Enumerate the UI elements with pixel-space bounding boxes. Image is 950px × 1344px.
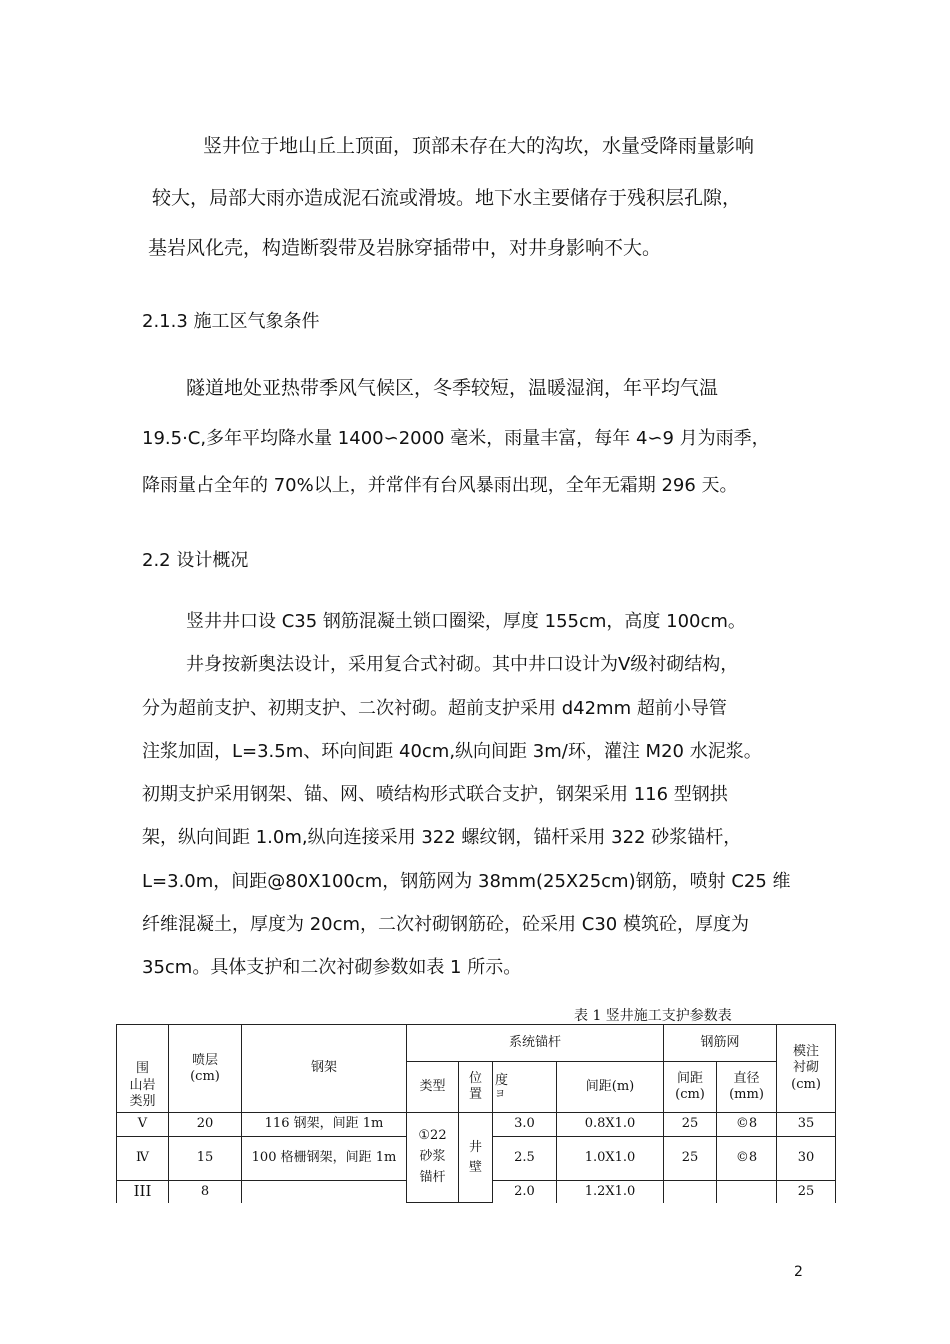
mesh-spacing-cell	[664, 1181, 717, 1203]
mesh-spacing-header: 间距 (cm)	[664, 1062, 717, 1113]
anchor-type-cell: ①22 砂浆 锚杆	[407, 1113, 459, 1203]
rock-class-header: 围 山岩 类别	[117, 1025, 169, 1113]
paragraph-line: 基岩风化壳，构造断裂带及岩脉穿插带中，对井身影响不大。	[148, 237, 662, 259]
mesh-diameter-cell: ©8	[717, 1137, 777, 1181]
rock-class-cell: V	[117, 1113, 169, 1137]
shotcrete-cell: 15	[169, 1137, 242, 1181]
position-header: 位 置	[459, 1062, 493, 1113]
mesh-diameter-cell	[717, 1181, 777, 1203]
anchor-spacing-cell: 0.8X1.0	[557, 1113, 664, 1137]
mesh-spacing-cell: 25	[664, 1113, 717, 1137]
paragraph-line: L=3.0m，间距@80X100cm，钢筋网为 38mm(25X25cm)钢筋，喷射 C25 维	[142, 871, 791, 892]
paragraph-line: 35cm。具体支护和二次衬砌参数如表 1 所示。	[142, 957, 522, 978]
paragraph-line: 初期支护采用钢架、锚、网、喷结构形式联合支护，钢架采用 116 型钢拱	[142, 784, 728, 805]
paragraph-line: 架，纵向间距 1.0m,纵向连接采用 322 螺纹钢，锚杆采用 322 砂浆锚杆，	[142, 827, 742, 848]
shotcrete-header: 喷层 (cm)	[169, 1025, 242, 1113]
steel-frame-cell: 116 钢架，间距 1m	[242, 1113, 407, 1137]
lining-cell: 35	[777, 1113, 836, 1137]
mesh-group-header: 钢筋网	[664, 1025, 777, 1062]
anchor-type-header: 类型	[407, 1062, 459, 1113]
anchor-spacing-cell: 1.2X1.0	[557, 1181, 664, 1203]
paragraph-line: 19.5·C,多年平均降水量 1400∽2000 毫米，雨量丰富，每年 4∽9 月为雨季，	[142, 428, 770, 449]
anchor-group-header: 系统锚杆	[407, 1025, 664, 1062]
position-cell: 井 壁	[459, 1113, 493, 1203]
steel-frame-header: 钢架	[242, 1025, 407, 1113]
lining-cell: 25	[777, 1181, 836, 1203]
length-header: 度 ヨ	[493, 1062, 557, 1113]
mesh-diameter-cell: ©8	[717, 1113, 777, 1137]
lining-cell: 30	[777, 1137, 836, 1181]
mesh-spacing-cell: 25	[664, 1137, 717, 1181]
paragraph-line: 降雨量占全年的 70%以上，并常伴有台风暴雨出现，全年无霜期 296 天。	[142, 475, 738, 496]
steel-frame-cell	[242, 1181, 407, 1203]
support-parameters-table	[116, 1024, 836, 1203]
mesh-diameter-header: 直径 (mm)	[717, 1062, 777, 1113]
section-heading: 2.2 设计概况	[142, 550, 249, 571]
paragraph-line: 井身按新奥法设计，采用复合式衬砌。其中井口设计为Ⅴ级衬砌结构，	[186, 654, 739, 675]
table-row	[117, 1113, 836, 1137]
table-caption: 表 1 竖井施工支护参数表	[574, 1008, 732, 1024]
section-heading: 2.1.3 施工区气象条件	[142, 311, 320, 332]
paragraph-line: 竖井位于地山丘上顶面，顶部未存在大的沟坎，水量受降雨量影响	[203, 135, 755, 157]
lining-header: 模注 衬砌 (cm)	[777, 1025, 836, 1113]
paragraph-line: 竖井井口设 C35 钢筋混凝土锁口圈梁，厚度 155cm，高度 100cm。	[186, 611, 746, 632]
shotcrete-cell: 20	[169, 1113, 242, 1137]
anchor-spacing-cell: 1.0X1.0	[557, 1137, 664, 1181]
length-cell: 2.0	[493, 1181, 557, 1203]
anchor-spacing-header: 间距(m)	[557, 1062, 664, 1113]
page-number: 2	[794, 1264, 803, 1280]
length-cell: 3.0	[493, 1113, 557, 1137]
shotcrete-cell: 8	[169, 1181, 242, 1203]
rock-class-cell: Ⅳ	[117, 1137, 169, 1181]
paragraph-line: 纤维混凝土，厚度为 20cm，二次衬砌钢筋砼，砼采用 C30 模筑砼，厚度为	[142, 914, 749, 935]
length-cell: 2.5	[493, 1137, 557, 1181]
paragraph-line: 分为超前支护、初期支护、二次衬砌。超前支护采用 d42mm 超前小导管	[142, 698, 727, 719]
paragraph-line: 较大，局部大雨亦造成泥石流或滑坡。地下水主要储存于残积层孔隙，	[152, 187, 742, 209]
paragraph-line: 注浆加固，L=3.5m、环向间距 40cm,纵向间距 3m/环，灌注 M20 水泥浆。	[142, 741, 762, 762]
steel-frame-cell: 100 格栅钢架，间距 1m	[242, 1137, 407, 1181]
paragraph-line: 隧道地处亚热带季风气候区，冬季较短，温暖湿润，年平均气温	[186, 377, 719, 399]
rock-class-cell: III	[117, 1181, 169, 1203]
